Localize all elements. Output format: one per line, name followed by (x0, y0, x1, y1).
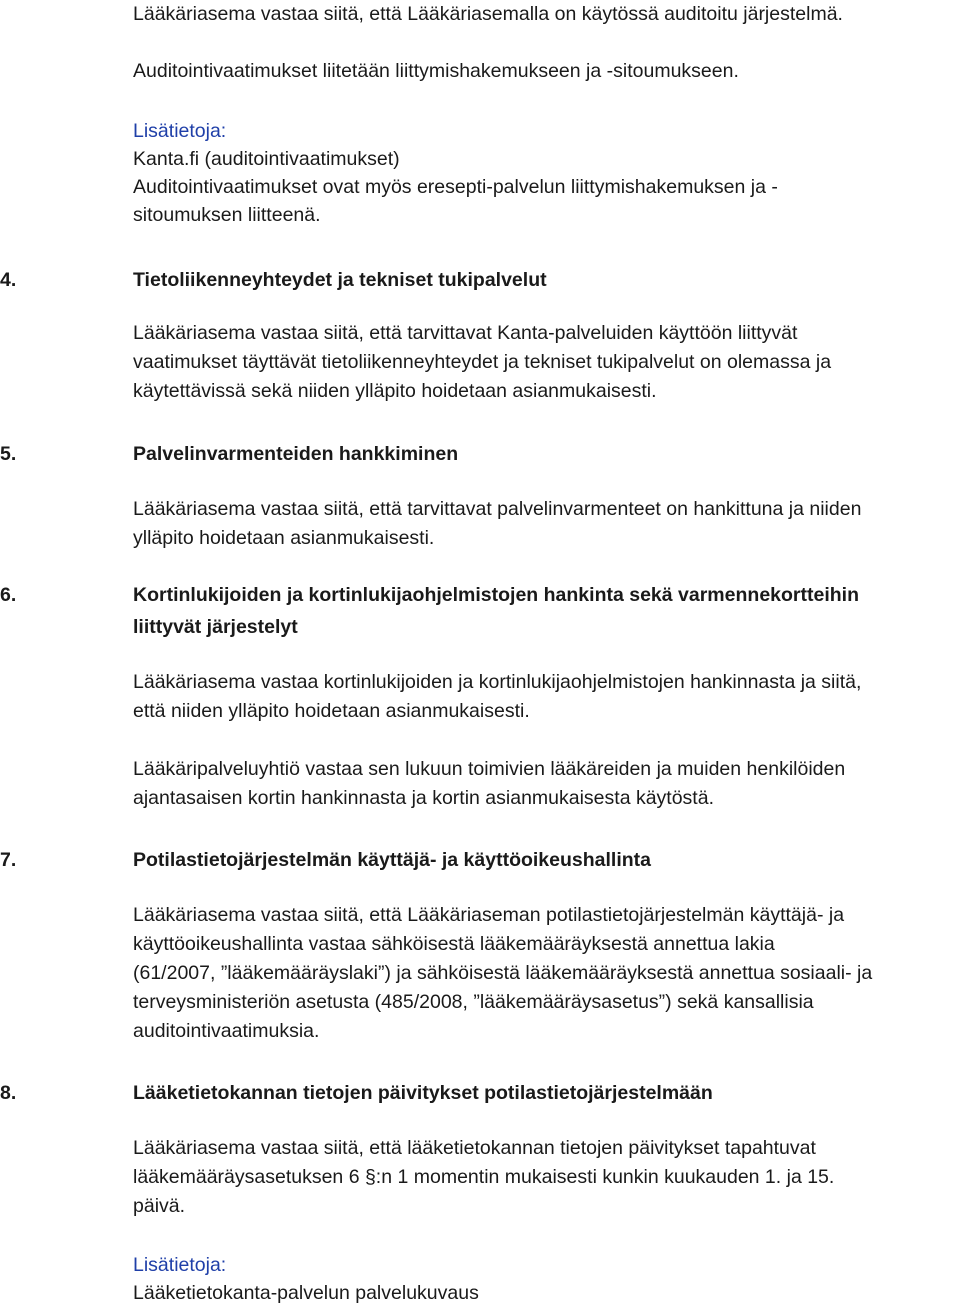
section-8-text-line: päivä. (133, 1195, 186, 1217)
more-info-label: Lisätietoja: (133, 120, 227, 142)
section-8-text-line: Lääkäriasema vastaa siitä, että lääketietokannan tietojen päivitykset tapahtuvat (133, 1137, 816, 1159)
section-4-text-line: Lääkäriasema vastaa siitä, että tarvittavat Kanta-palveluiden käyttöön liittyvät (133, 322, 798, 344)
section-6-heading-line-2: liittyvät järjestelyt (133, 616, 298, 638)
section-5-text-line: ylläpito hoidetaan asianmukaisesti. (133, 527, 435, 549)
section-6-number: 6. (0, 584, 17, 606)
section-6-text-line: että niiden ylläpito hoidetaan asianmukaisesti. (133, 700, 530, 722)
section-7-text-line: auditointivaatimuksia. (133, 1020, 320, 1042)
section-5-heading: Palvelinvarmenteiden hankkiminen (133, 443, 459, 465)
section-8-number: 8. (0, 1082, 17, 1104)
intro-line-2: Auditointivaatimukset liitetään liittymishakemukseen ja -sitoumukseen. (133, 60, 739, 82)
section-6-text-line: Lääkäripalveluyhtiö vastaa sen lukuun toimivien lääkäreiden ja muiden henkilöiden (133, 758, 846, 780)
section-6-heading-line-1: Kortinlukijoiden ja kortinlukijaohjelmistojen hankinta sekä varmennekortteihin (133, 584, 859, 606)
more-info-label: Lisätietoja: (133, 1254, 227, 1276)
section-7-text-line: Lääkäriasema vastaa siitä, että Lääkäriaseman potilastietojärjestelmän käyttäjä- ja (133, 904, 845, 926)
section-7-heading: Potilastietojärjestelmän käyttäjä- ja käyttöoikeushallinta (133, 849, 652, 871)
section-4-text-line: vaatimukset täyttävät tietoliikenneyhteydet ja tekniset tukipalvelut on olemassa ja (133, 351, 832, 373)
section-8-heading: Lääketietokannan tietojen päivitykset potilastietojärjestelmään (133, 1082, 713, 1104)
section-4-text-line: käytettävissä sekä niiden ylläpito hoidetaan asianmukaisesti. (133, 380, 657, 402)
intro-note-line-1: Auditointivaatimukset ovat myös eresepti-palvelun liittymishakemuksen ja - (133, 176, 778, 198)
intro-note-line-2: sitoumuksen liitteenä. (133, 204, 321, 226)
section-5-number: 5. (0, 443, 17, 465)
section-7-text-line: käyttöoikeushallinta vastaa sähköisestä lääkemääräyksestä annettua lakia (133, 933, 775, 955)
section-6-text-line: ajantasaisen kortin hankinnasta ja kortin asianmukaisesta käytöstä. (133, 787, 714, 809)
laaketietokanta-link[interactable]: Lääketietokanta-palvelun palvelukuvaus (133, 1282, 479, 1304)
section-6-text-line: Lääkäriasema vastaa kortinlukijoiden ja kortinlukijaohjelmistojen hankinnasta ja siitä, (133, 671, 862, 693)
kanta-link[interactable]: Kanta.fi (auditointivaatimukset) (133, 148, 400, 170)
section-7-number: 7. (0, 849, 17, 871)
section-7-text-line: terveysministeriön asetusta (485/2008, ”lääkemääräysasetus”) sekä kansallisia (133, 991, 814, 1013)
section-7-text-line: (61/2007, ”lääkemääräyslaki”) ja sähköisestä lääkemääräyksestä annettua sosiaali- ja (133, 962, 873, 984)
intro-line-1: Lääkäriasema vastaa siitä, että Lääkäriasemalla on käytössä auditoitu järjestelmä. (133, 3, 843, 25)
section-4-heading: Tietoliikenneyhteydet ja tekniset tukipalvelut (133, 269, 547, 291)
section-8-text-line: lääkemääräysasetuksen 6 §:n 1 momentin mukaisesti kunkin kuukauden 1. ja 15. (133, 1166, 835, 1188)
section-4-number: 4. (0, 269, 17, 291)
section-5-text-line: Lääkäriasema vastaa siitä, että tarvittavat palvelinvarmenteet on hankittuna ja niiden (133, 498, 862, 520)
